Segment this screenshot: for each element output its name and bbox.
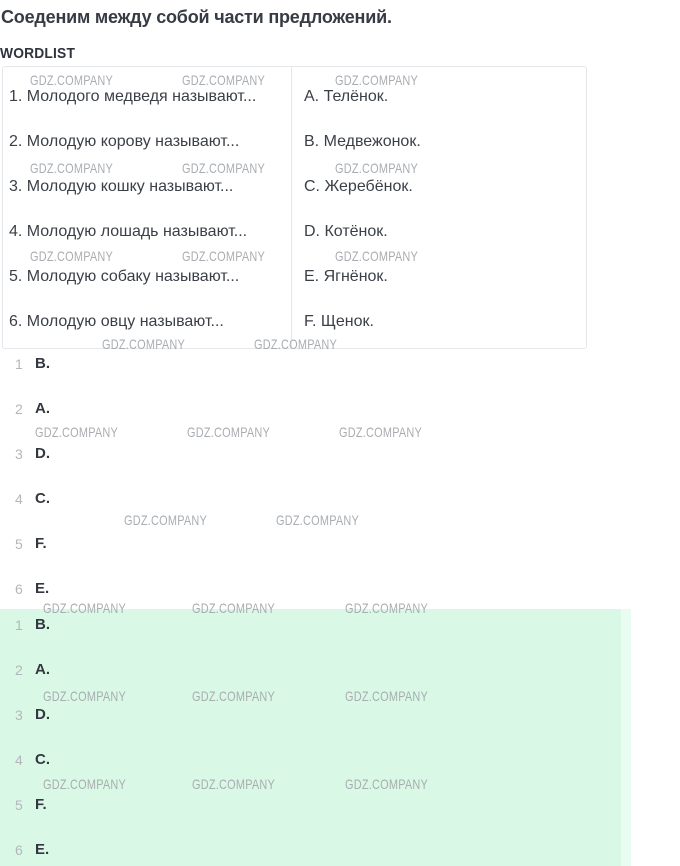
answer-number: 6 — [15, 842, 23, 858]
answer-letter: D. — [35, 445, 50, 462]
answer-number: 2 — [15, 401, 23, 417]
answer-number: 4 — [15, 491, 23, 507]
watermark-text: GDZ.COMPANY — [345, 688, 429, 704]
watermark-text: GDZ.COMPANY — [345, 600, 429, 616]
watermark-text: GDZ.COMPANY — [35, 424, 119, 440]
answer-letter: F. — [35, 535, 47, 552]
wordlist-right-cell: F. Щенок. — [304, 313, 374, 330]
answer-row — [0, 535, 300, 553]
wordlist-heading: WORDLIST — [0, 45, 76, 62]
watermark-text: GDZ.COMPANY — [254, 336, 338, 352]
watermark-text: GDZ.COMPANY — [335, 248, 419, 264]
answer-letter: C. — [35, 751, 50, 768]
wordlist-left-cell: 6. Молодую овцу называют... — [9, 313, 224, 330]
wordlist-table — [2, 66, 587, 349]
watermark-text: GDZ.COMPANY — [192, 600, 276, 616]
watermark-text: GDZ.COMPANY — [182, 248, 266, 264]
watermark-text: GDZ.COMPANY — [335, 72, 419, 88]
wordlist-right-cell: C. Жеребёнок. — [304, 178, 413, 195]
watermark-text: GDZ.COMPANY — [192, 776, 276, 792]
watermark-text: GDZ.COMPANY — [102, 336, 186, 352]
watermark-text: GDZ.COMPANY — [43, 776, 127, 792]
wordlist-left-cell: 2. Молодую корову называют... — [9, 133, 240, 150]
answer-number: 5 — [15, 797, 23, 813]
answer-number: 4 — [15, 752, 23, 768]
answer-row — [0, 751, 300, 769]
answer-number: 3 — [15, 446, 23, 462]
answer-letter: A. — [35, 400, 50, 417]
answer-letter: F. — [35, 796, 47, 813]
answer-letter: D. — [35, 706, 50, 723]
wordlist-right-cell: E. Ягнёнок. — [304, 268, 388, 285]
answer-row — [0, 490, 300, 508]
answer-letter: E. — [35, 841, 50, 858]
answer-letter: B. — [35, 355, 50, 372]
answer-row — [0, 616, 300, 634]
watermark-text: GDZ.COMPANY — [43, 600, 127, 616]
watermark-text: GDZ.COMPANY — [182, 160, 266, 176]
answer-letter: E. — [35, 580, 50, 597]
wordlist-right-cell: A. Телёнок. — [304, 88, 389, 105]
wordlist-right-cell: D. Котёнок. — [304, 223, 388, 240]
answer-row — [0, 400, 300, 418]
watermark-text: GDZ.COMPANY — [187, 424, 271, 440]
table-column-divider — [291, 67, 292, 348]
wordlist-left-cell: 3. Молодую кошку называют... — [9, 178, 234, 195]
answer-number: 1 — [15, 356, 23, 372]
answer-row — [0, 796, 300, 814]
watermark-text: GDZ.COMPANY — [43, 688, 127, 704]
answer-number: 1 — [15, 617, 23, 633]
watermark-text: GDZ.COMPANY — [182, 72, 266, 88]
answer-number: 2 — [15, 662, 23, 678]
answer-number: 5 — [15, 536, 23, 552]
answer-row — [0, 580, 300, 598]
wordlist-left-cell: 4. Молодую лошадь называют... — [9, 223, 248, 240]
wordlist-left-cell: 1. Молодого медведя называют... — [9, 88, 257, 105]
watermark-text: GDZ.COMPANY — [30, 72, 114, 88]
watermark-text: GDZ.COMPANY — [192, 688, 276, 704]
wordlist-left-cell: 5. Молодую собаку называют... — [9, 268, 240, 285]
answer-letter: B. — [35, 616, 50, 633]
watermark-text: GDZ.COMPANY — [124, 512, 208, 528]
watermark-text: GDZ.COMPANY — [339, 424, 423, 440]
watermark-text: GDZ.COMPANY — [30, 160, 114, 176]
answer-row — [0, 445, 300, 463]
answer-row — [0, 661, 300, 679]
watermark-text: GDZ.COMPANY — [276, 512, 360, 528]
page-title: Соеденим между собой части предложений. — [1, 7, 392, 27]
answer-letter: C. — [35, 490, 50, 507]
answer-number: 6 — [15, 581, 23, 597]
answer-row — [0, 841, 300, 859]
watermark-text: GDZ.COMPANY — [30, 248, 114, 264]
answer-letter: A. — [35, 661, 50, 678]
answer-row — [0, 706, 300, 724]
wordlist-right-cell: B. Медвежонок. — [304, 133, 421, 150]
answers-checked-section — [0, 609, 631, 866]
answer-row — [0, 355, 300, 373]
answer-number: 3 — [15, 707, 23, 723]
watermark-text: GDZ.COMPANY — [345, 776, 429, 792]
watermark-text: GDZ.COMPANY — [335, 160, 419, 176]
